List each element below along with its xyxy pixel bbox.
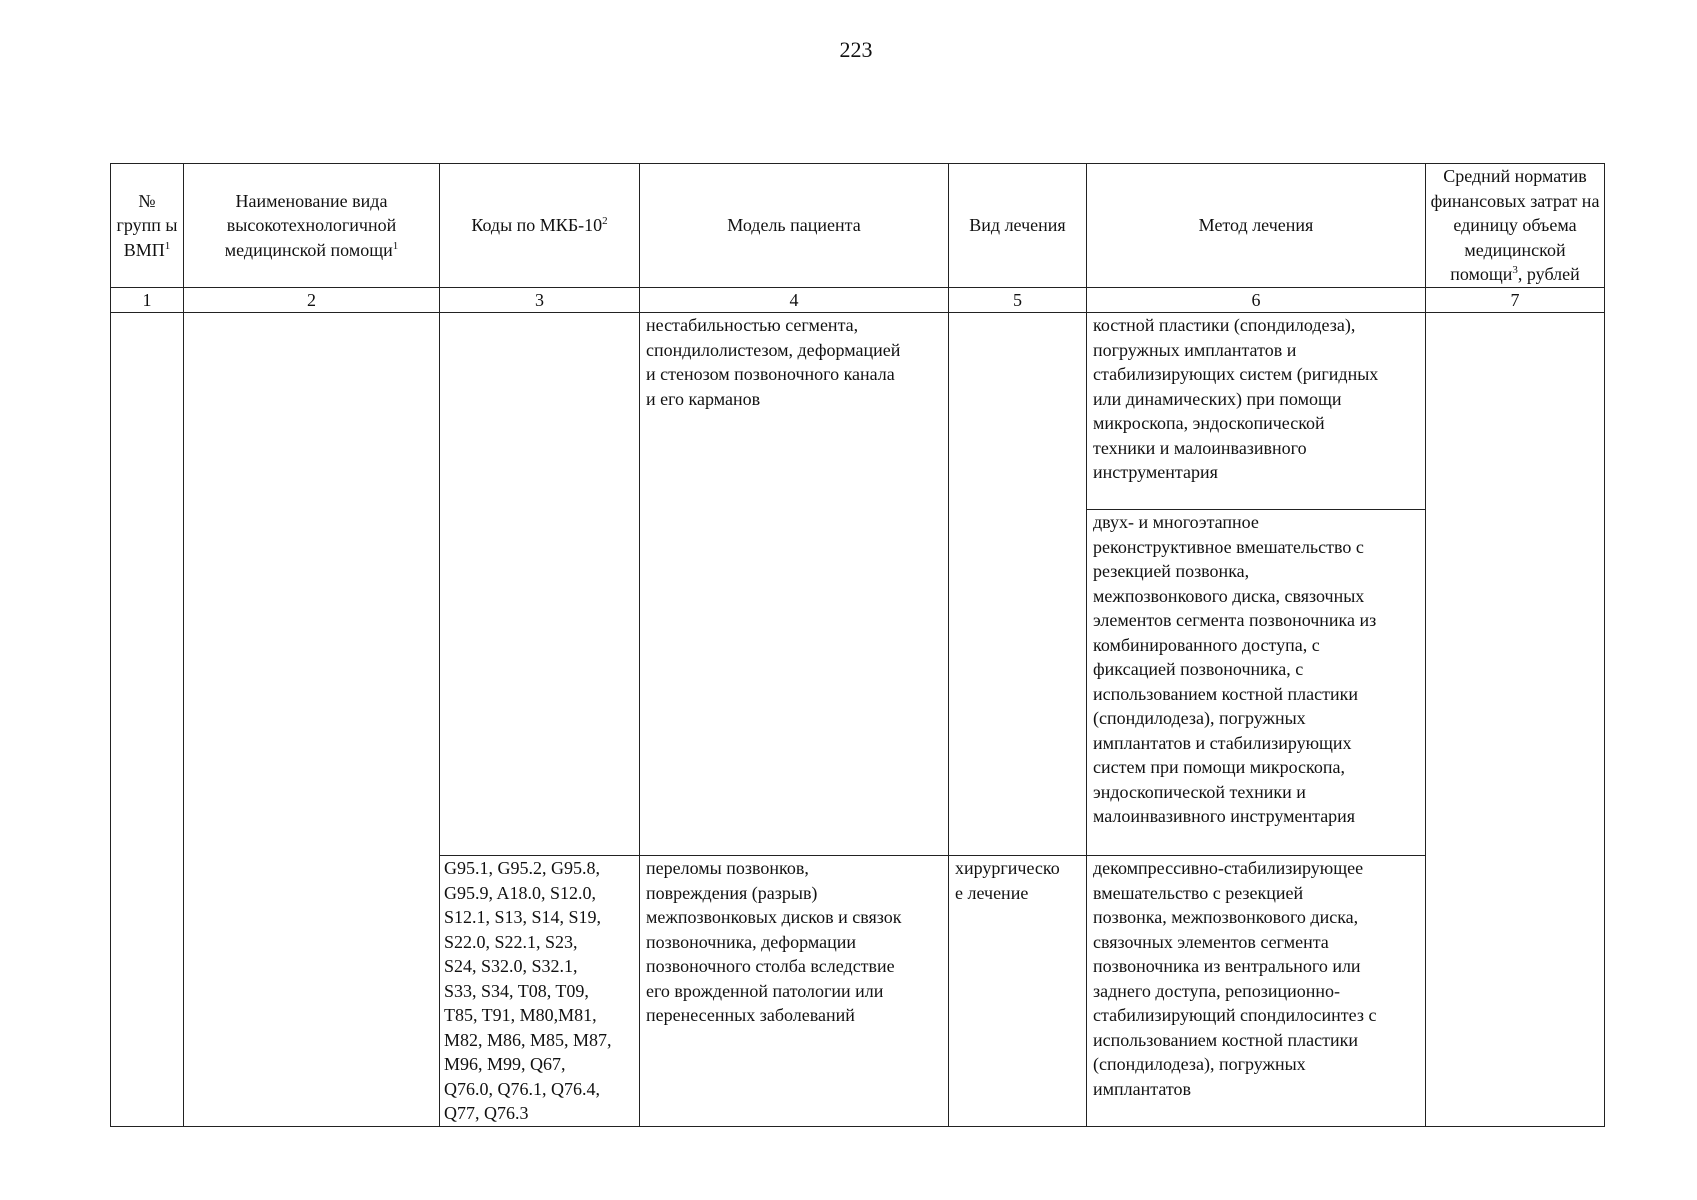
header-treatment-method: Метод лечения	[1087, 164, 1426, 288]
vmp-table	[110, 163, 1605, 1127]
footnote-ref: 2	[602, 215, 608, 228]
column-number: 4	[640, 288, 949, 313]
icd-codes-cell: G95.1, G95.2, G95.8, G95.9, A18.0, S12.0, S12.1, S13, S14, S19, S22.0, S22.1, S23, S24, S32.0, S32.1, S33, S34, T08, T09, T85, T91, M80,M81, M82, M86, M85, M87, M96, M99, Q67, Q76.0, Q76.1, Q76.4, Q77, Q76.3	[440, 856, 640, 1127]
header-care-type-text: Наименование вида высокотехнологичной медицинской помощи	[224, 190, 397, 260]
patient-model-cell: переломы позвонков, повреждения (разрыв) межпозвонковых дисков и связок позвоночника, деформации позвоночного столба вследствие его врожденной патологии или перенесенных заболеваний	[640, 856, 949, 1127]
header-treatment-type: Вид лечения	[949, 164, 1087, 288]
header-patient-model: Модель пациента	[640, 164, 949, 288]
header-row	[111, 164, 1605, 288]
icd-codes-cell	[440, 313, 640, 856]
footnote-ref: 3	[1512, 264, 1518, 277]
footnote-ref: 1	[164, 239, 171, 252]
treatment-type-cell	[949, 313, 1087, 856]
column-number: 1	[111, 288, 184, 313]
table-row	[111, 313, 1605, 510]
header-cost-standard-unit: , рублей	[1517, 264, 1580, 285]
header-icd-codes	[440, 164, 640, 288]
column-number: 5	[949, 288, 1087, 313]
column-numbers-row	[111, 288, 1605, 313]
header-cost-standard	[1426, 164, 1605, 288]
header-icd-codes-text: Коды по МКБ-10	[471, 215, 603, 236]
column-number: 3	[440, 288, 640, 313]
treatment-method-cell: костной пластики (спондилодеза), погружных имплантатов и стабилизирующих систем (ригидных или динамических) при помощи микроскопа, эндоскопической техники и малоинвазивного инструментария	[1087, 313, 1426, 510]
footnote-ref: 1	[392, 239, 399, 252]
header-care-type	[184, 164, 440, 288]
column-number: 7	[1426, 288, 1605, 313]
column-number: 6	[1087, 288, 1426, 313]
patient-model-cell: нестабильностью сегмента, спондилолистезом, деформацией и стенозом позвоночного канала и его карманов	[640, 313, 949, 856]
header-group-number	[111, 164, 184, 288]
treatment-method-cell: декомпрессивно-стабилизирующее вмешательство с резекцией позвонка, межпозвонкового диска, связочных элементов сегмента позвоночника из вентрального или заднего доступа, репозиционно- стабилизирующий спондилосинтез с использованием костной пластики (спондилодеза), погружных имплантатов	[1087, 856, 1426, 1127]
care-type-cell	[184, 313, 440, 1127]
treatment-type-cell: хирургическо е лечение	[949, 856, 1087, 1127]
header-group-number-text: № групп ы ВМП	[116, 190, 178, 260]
cost-standard-cell	[1426, 313, 1605, 1127]
group-number-cell	[111, 313, 184, 1127]
vmp-table-container	[110, 163, 1605, 1127]
treatment-method-cell: двух- и многоэтапное реконструктивное вмешательство с резекцией позвонка, межпозвонкового диска, связочных элементов сегмента позвоночника из комбинированного доступа, с фиксацией позвоночника, с использованием костной пластики (спондилодеза), погружных имплантатов и стабилизирующих систем при помощи микроскопа, эндоскопической техники и малоинвазивного инструментария	[1087, 510, 1426, 856]
header-cost-standard-text: Средний норматив финансовых затрат на единицу объема медицинской помощи	[1430, 166, 1600, 285]
page-number: 223	[839, 37, 873, 62]
column-number: 2	[184, 288, 440, 313]
